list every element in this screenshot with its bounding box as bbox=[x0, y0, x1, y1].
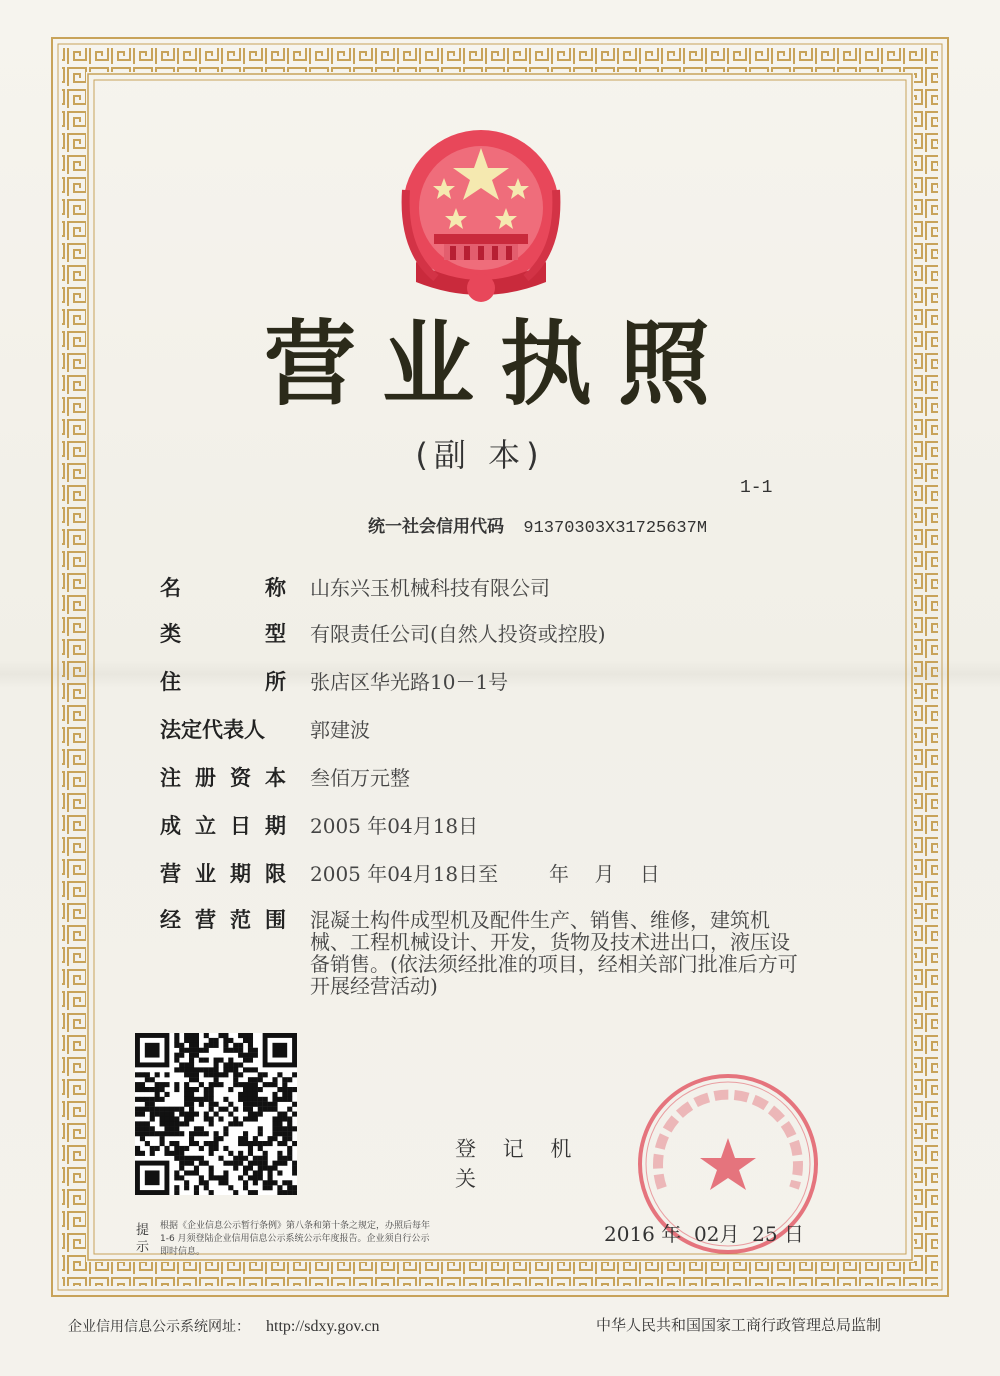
field-value: 有限责任公司(自然人投资或控股) bbox=[310, 622, 606, 646]
field-value: 郭建波 bbox=[310, 718, 370, 742]
field-legal-representative bbox=[160, 710, 840, 750]
footer-site-label: 企业信用信息公示系统网址： bbox=[68, 1319, 250, 1335]
credit-code-row bbox=[368, 512, 808, 540]
copy-number: 1-1 bbox=[740, 478, 773, 498]
field-label: 名 称 bbox=[160, 576, 286, 600]
field-label: 法定代表人 bbox=[160, 718, 265, 742]
issue-date: 2016 年 02月 25 日 bbox=[604, 1222, 804, 1246]
national-emblem-icon bbox=[396, 130, 566, 310]
credit-code-value: 91370303X31725637M bbox=[523, 519, 708, 538]
field-value: 山东兴玉机械科技有限公司 bbox=[310, 576, 550, 600]
field-label: 营 业 期 限 bbox=[160, 862, 286, 886]
footer-site-url[interactable]: http://sdxy.gov.cn bbox=[266, 1318, 380, 1335]
notice-text: 根据《企业信息公示暂行条例》第八条和第十条之规定，办照后每年1-6 月须登陆企业信用信息公示系统公示年度报告。企业须自行公示即时信息。 bbox=[160, 1221, 431, 1257]
field-label: 成 立 日 期 bbox=[160, 814, 286, 838]
field-label: 注 册 资 本 bbox=[160, 766, 286, 790]
copy-subtitle: (副 本) bbox=[415, 436, 545, 474]
field-label: 经 营 范 围 bbox=[160, 908, 286, 932]
qr-code-icon[interactable] bbox=[135, 1033, 297, 1195]
notice-label: 提示 bbox=[136, 1223, 150, 1255]
registration-authority: 登 记 机 关 bbox=[455, 1137, 582, 1191]
field-value: 2005 年04月18日 bbox=[310, 814, 479, 838]
field-value: 混凝土构件成型机及配件生产、销售、维修，建筑机械、工程机械设计、开发，货物及技术进出口，液压设备销售。(依法须经批准的项目，经相关部门批准后方可开展经营活动) bbox=[310, 908, 798, 998]
footer-authority: 中华人民共和国国家工商行政管理总局监制 bbox=[596, 1316, 882, 1334]
field-address bbox=[160, 662, 840, 702]
credit-code-label: 统一社会信用代码 bbox=[368, 517, 504, 537]
field-value: 2005 年04月18日至 年 月 日 bbox=[310, 862, 660, 886]
field-type bbox=[160, 614, 840, 654]
page-title: 营业执照 bbox=[263, 311, 736, 418]
field-label: 类 型 bbox=[160, 622, 286, 646]
field-value: 叁佰万元整 bbox=[310, 766, 410, 790]
field-value: 张店区华光路10－1号 bbox=[310, 670, 509, 694]
field-registered-capital bbox=[160, 758, 840, 798]
field-establish-date bbox=[160, 806, 840, 846]
footer-site bbox=[68, 1316, 428, 1340]
field-business-scope bbox=[160, 900, 840, 1000]
field-label: 住 所 bbox=[160, 670, 286, 694]
field-business-term bbox=[160, 854, 840, 894]
field-name bbox=[160, 568, 840, 608]
